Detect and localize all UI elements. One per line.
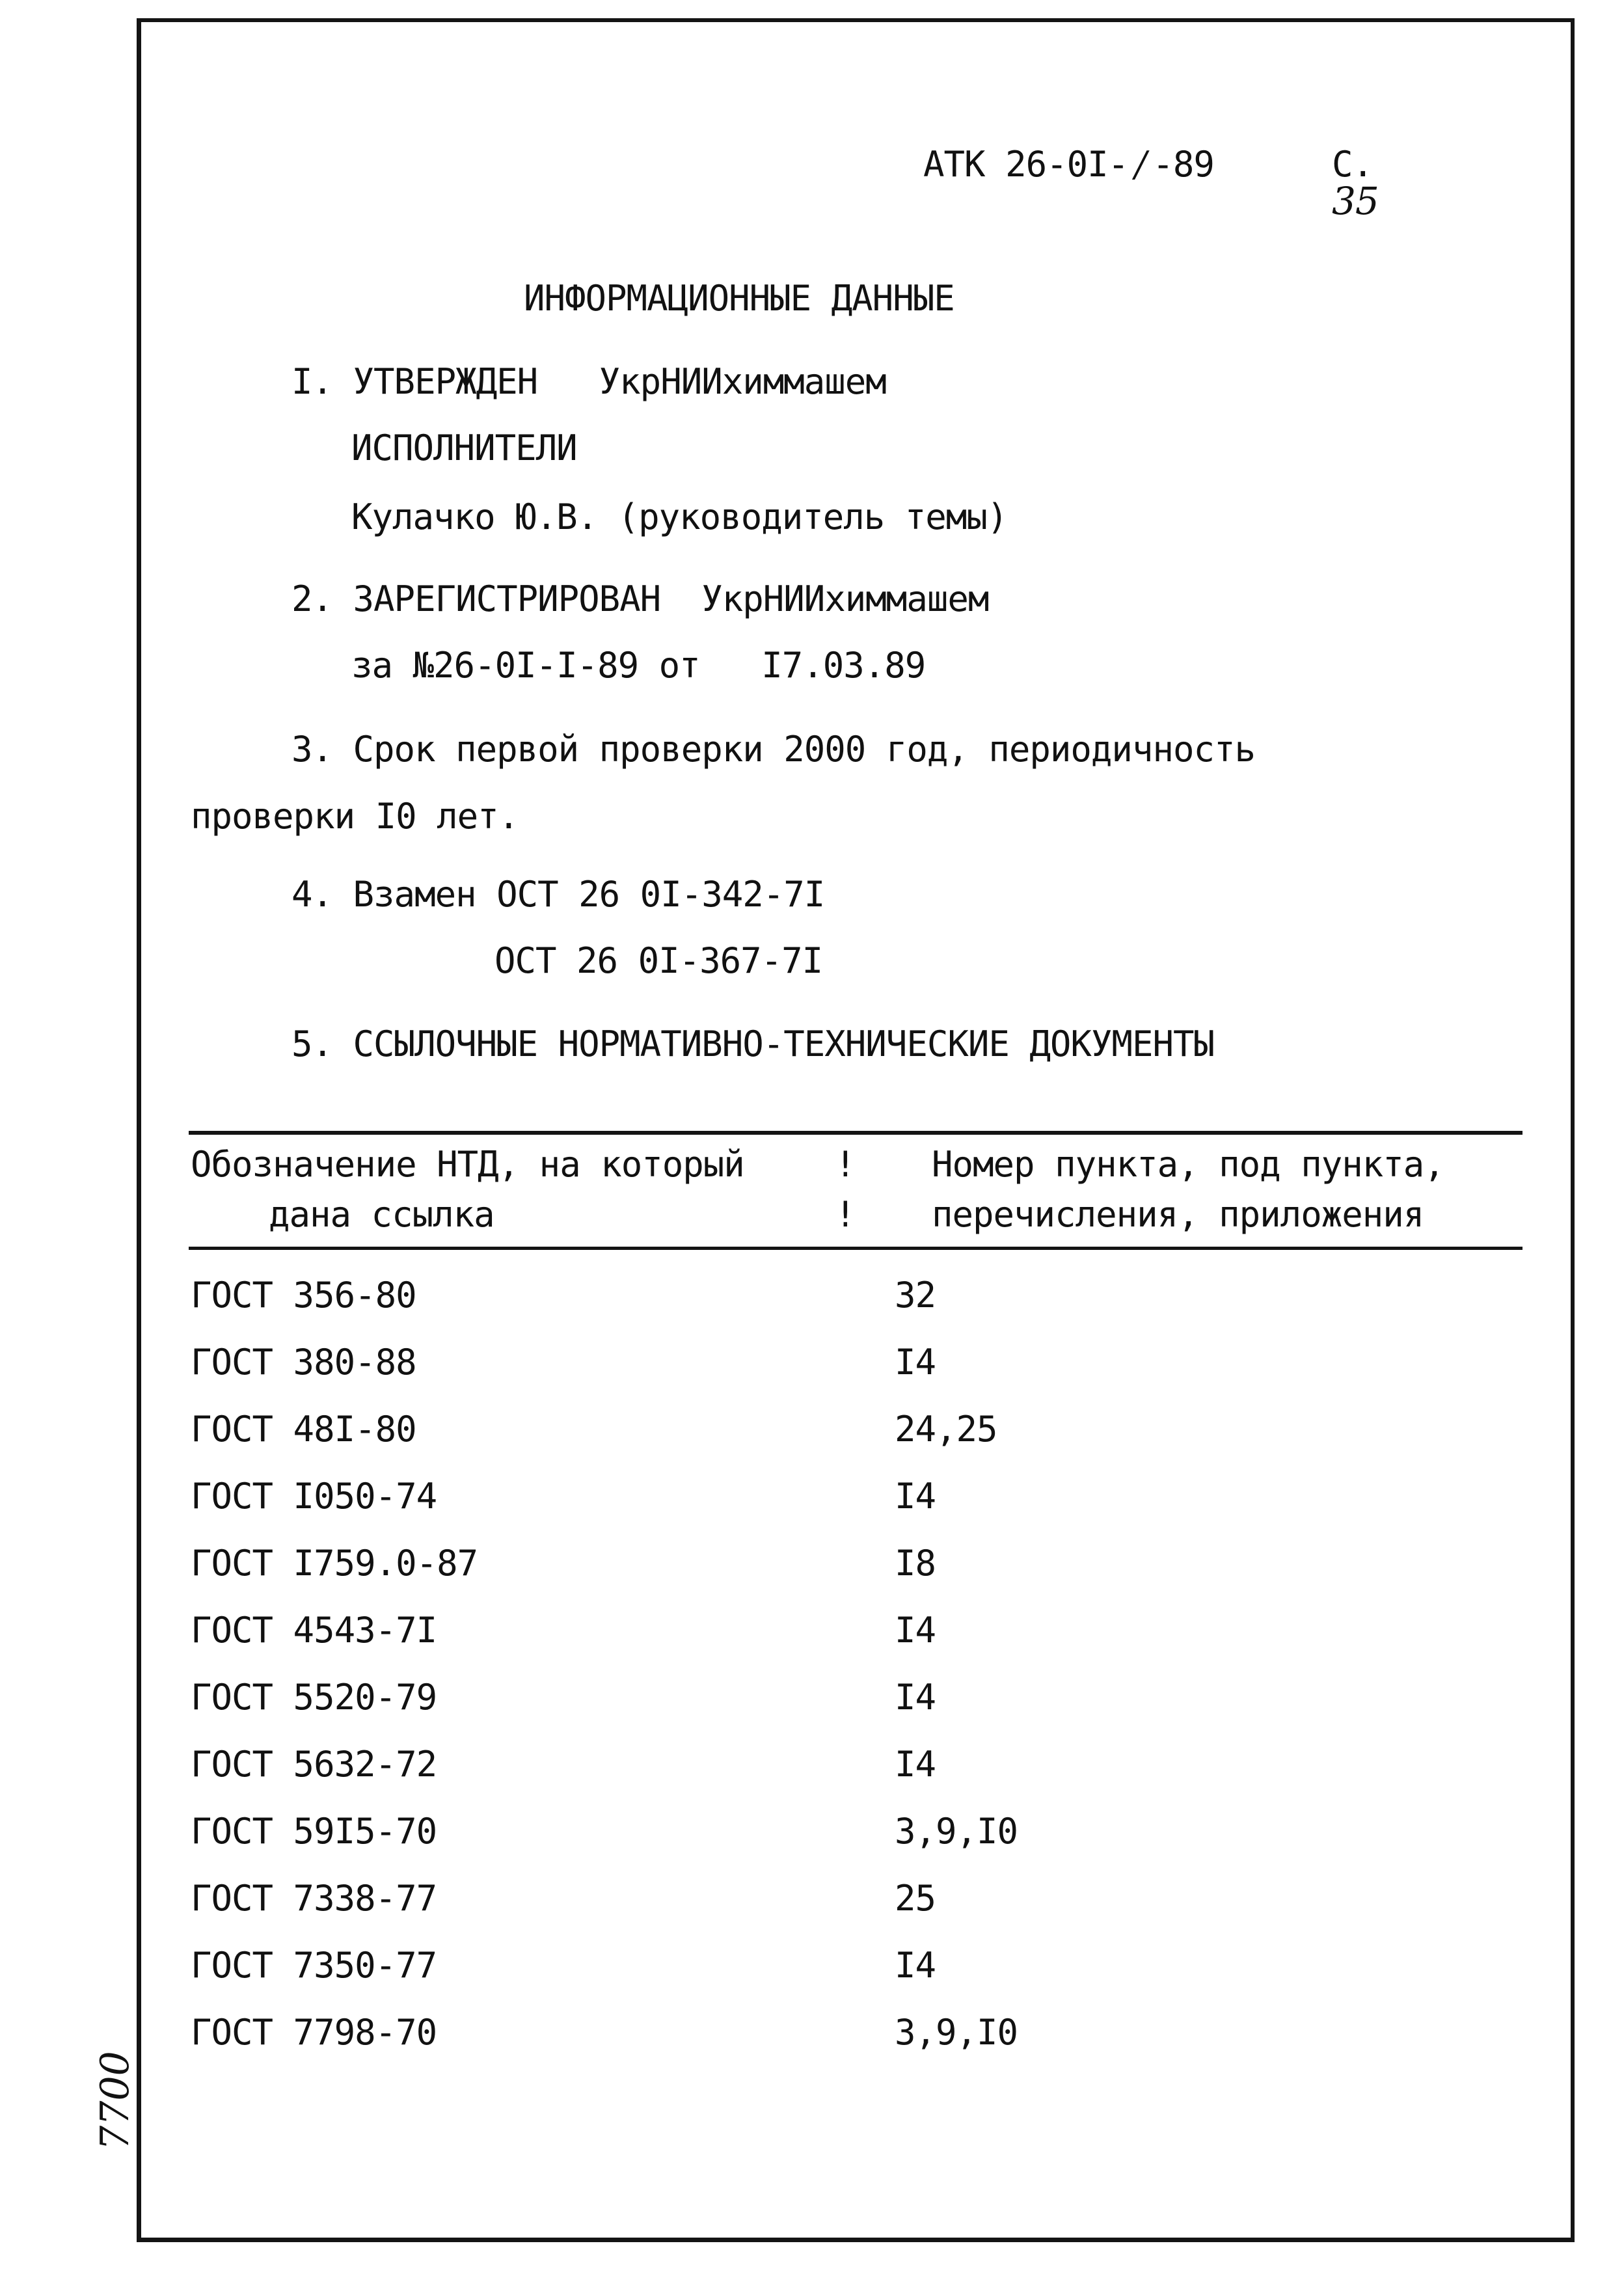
table-cell-points: 32 — [895, 1275, 936, 1316]
table-header-col2-line2: перечисления, приложения — [932, 1194, 1424, 1235]
item-review-period: 3. Срок первой проверки 2000 год, периодичность — [291, 729, 1256, 770]
table-cell-points: I4 — [895, 1677, 936, 1718]
table-cell-points: 3,9,I0 — [895, 1811, 1018, 1852]
document-code — [882, 112, 1214, 185]
table-header-col1-line1: Обозначение НТД, на который — [191, 1144, 744, 1185]
table-header-col1-line2: дана ссылка — [269, 1194, 494, 1235]
executors-label: ИСПОЛНИТЕЛИ — [351, 427, 577, 468]
table-cell-points: I4 — [895, 1476, 936, 1517]
table-cell-reference: ГОСТ 5520-79 — [191, 1677, 437, 1718]
table-cell-reference: ГОСТ I759.0-87 — [191, 1543, 478, 1584]
table-cell-reference: ГОСТ 356-80 — [191, 1275, 416, 1316]
table-cell-reference: ГОСТ 7338-77 — [191, 1878, 437, 1919]
item-registered: 2. ЗАРЕГИСТРИРОВАН УкрНИИхиммашем — [291, 578, 989, 619]
table-header-separator: ! — [835, 1144, 856, 1185]
executor-name: Кулачко Ю.В. (руководитель темы) — [351, 496, 1008, 537]
table-cell-points: 24,25 — [895, 1409, 997, 1450]
document-code-number: / — [1135, 144, 1146, 185]
table-cell-reference: ГОСТ 4543-7I — [191, 1610, 437, 1651]
item-review-period-cont: проверки I0 лет. — [191, 796, 519, 837]
table-cell-points: I4 — [895, 1744, 936, 1785]
table-cell-points: I4 — [895, 1945, 936, 1986]
document-code-prefix: АТК 26-0I- — [923, 144, 1129, 185]
table-cell-reference: ГОСТ I050-74 — [191, 1476, 437, 1517]
references-heading: 5. ССЫЛОЧНЫЕ НОРМАТИВНО-ТЕХНИЧЕСКИЕ ДОКУМЕНТЫ — [291, 1023, 1214, 1064]
item-replaces-cont: ОСТ 26 0I-367-7I — [494, 940, 823, 981]
table-cell-points: I4 — [895, 1610, 936, 1651]
page-title: ИНФОРМАЦИОННЫЕ ДАННЫЕ — [524, 278, 954, 319]
table-header-separator: ! — [835, 1194, 856, 1235]
page-number-prefix: С. — [1332, 144, 1374, 185]
table-header-rule — [189, 1247, 1522, 1250]
page-number — [1291, 112, 1379, 223]
table-cell-reference: ГОСТ 48I-80 — [191, 1409, 416, 1450]
page-number-value: 35 — [1332, 179, 1379, 223]
table-cell-reference: ГОСТ 7350-77 — [191, 1945, 437, 1986]
table-cell-points: I4 — [895, 1342, 936, 1383]
registration-number: за №26-0I-I-89 от I7.03.89 — [351, 645, 926, 686]
table-cell-reference: ГОСТ 380-88 — [191, 1342, 416, 1383]
table-cell-points: 25 — [895, 1878, 936, 1919]
item-replaces: 4. Взамен ОСТ 26 0I-342-7I — [291, 874, 825, 915]
table-cell-reference: ГОСТ 5632-72 — [191, 1744, 437, 1785]
table-cell-reference: ГОСТ 59I5-70 — [191, 1811, 437, 1852]
table-header-col2-line1: Номер пункта, под пункта, — [932, 1144, 1444, 1185]
handwritten-side-note: 7700 — [92, 2051, 138, 2150]
table-cell-points: I8 — [895, 1543, 936, 1584]
table-cell-reference: ГОСТ 7798-70 — [191, 2012, 437, 2053]
table-cell-points: 3,9,I0 — [895, 2012, 1018, 2053]
document-code-suffix: -89 — [1152, 144, 1214, 185]
item-approved: I. УТВЕРЖДЕН УкрНИИхиммашем — [291, 361, 886, 402]
table-top-rule — [189, 1131, 1522, 1135]
